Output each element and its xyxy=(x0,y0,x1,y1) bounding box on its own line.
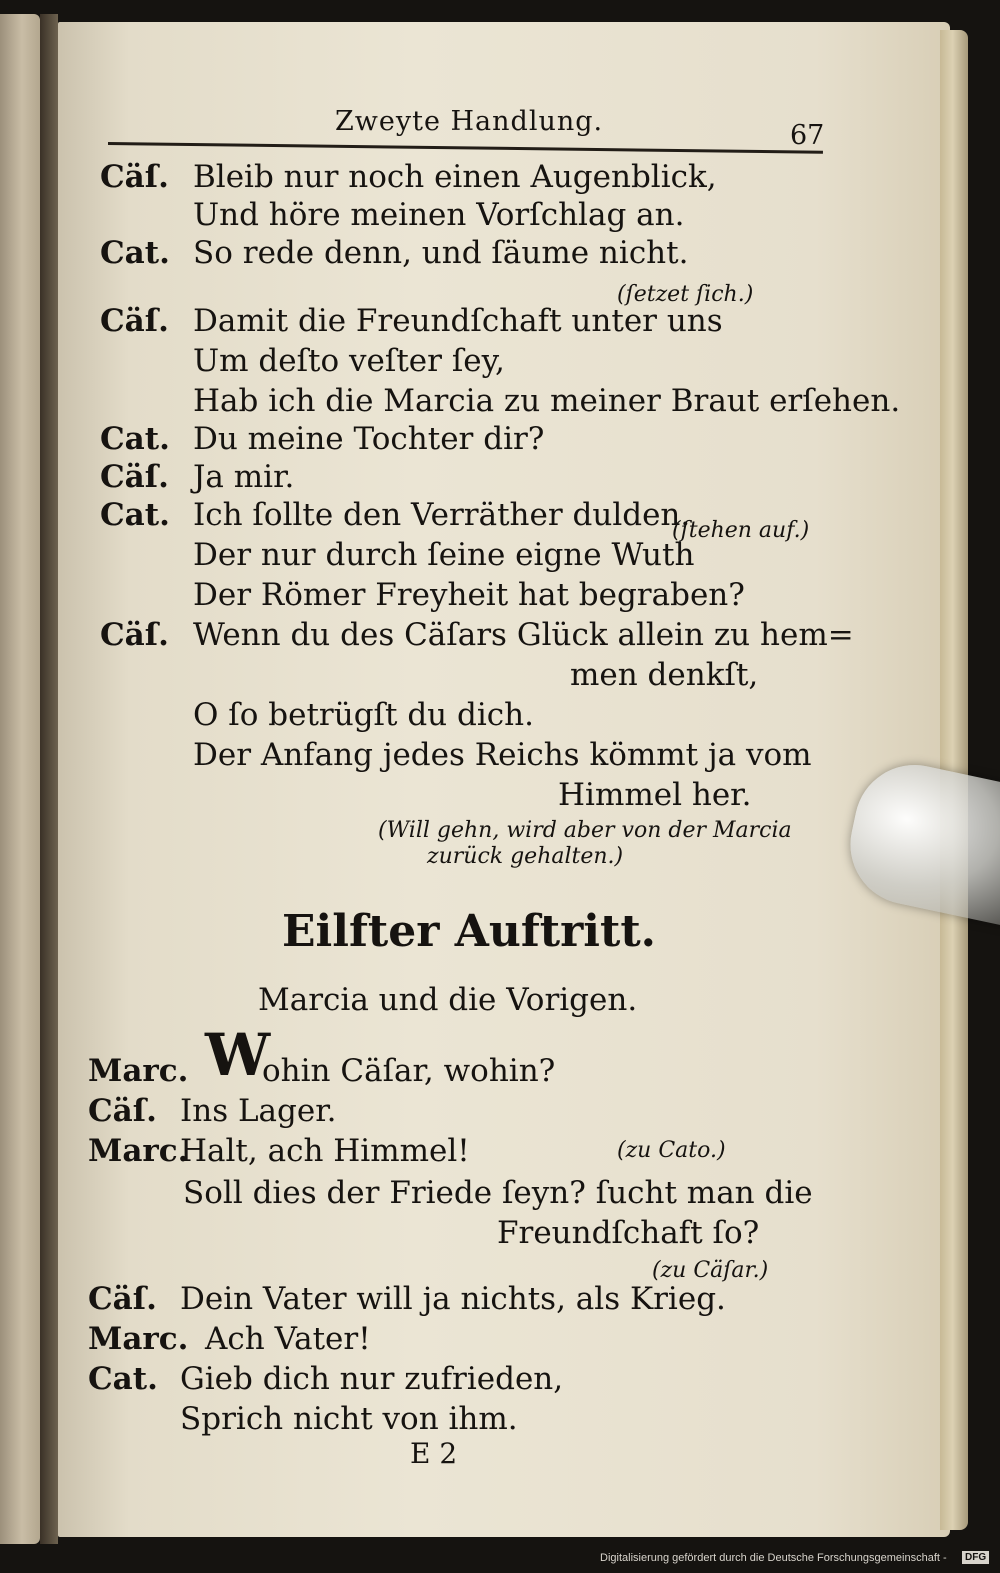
scene-characters: Marcia und die Vorigen. xyxy=(258,982,638,1018)
verse-line: Ja mir. xyxy=(193,459,295,495)
stage-direction: (zu Cäſar.) xyxy=(652,1258,769,1283)
speaker-label: Cat. xyxy=(100,235,170,271)
verse-line: Freundſchaft ſo? xyxy=(497,1215,760,1251)
verse-line: Der Römer Freyheit hat begraben? xyxy=(193,577,745,613)
running-header: Zweyte Handlung. xyxy=(335,106,604,137)
speaker-label: Cäſ. xyxy=(88,1093,157,1129)
verse-line: Bleib nur noch einen Augenblick, xyxy=(193,159,717,195)
speaker-label: Cat. xyxy=(88,1361,158,1397)
speaker-label: Cäſ. xyxy=(100,303,169,339)
page-number: 67 xyxy=(790,120,825,151)
speaker-label: Marc. xyxy=(88,1053,189,1089)
verse-line: Damit die Freundſchaft unter uns xyxy=(193,303,723,339)
verse-line: Und höre meinen Vorſchlag an. xyxy=(193,197,685,233)
verse-line: Dein Vater will ja nichts, als Krieg. xyxy=(180,1281,726,1317)
verse-line: Du meine Tochter dir? xyxy=(193,421,545,457)
speaker-label: Marc. xyxy=(88,1133,189,1169)
verse-line: So rede denn, und ſäume nicht. xyxy=(193,235,689,271)
drop-cap: W xyxy=(205,1021,271,1089)
verse-line: Gieb dich nur zufrieden, xyxy=(180,1361,564,1397)
stage-direction: (zu Cato.) xyxy=(617,1138,726,1163)
speaker-label: Cäſ. xyxy=(100,159,169,195)
speaker-label: Cat. xyxy=(100,497,170,533)
verse-line: Soll dies der Friede ſeyn? ſucht man die xyxy=(183,1175,813,1211)
stage-direction: (Will gehn, wird aber von der Marcia xyxy=(378,818,792,843)
verse-line: ohin Cäſar, wohin? xyxy=(262,1053,556,1089)
verse-line: Der Anfang jedes Reichs kömmt ja vom xyxy=(193,737,812,773)
verse-line: Ach Vater! xyxy=(205,1321,371,1357)
verse-line: Ins Lager. xyxy=(180,1093,337,1129)
previous-page-edge xyxy=(0,14,40,1544)
verse-line: Um deſto veſter ſey, xyxy=(193,343,505,379)
stage-direction: (ſtehen auf.) xyxy=(672,518,810,543)
digitization-credit: Digitalisierung gefördert durch die Deutsche Forschungsgemeinschaft - xyxy=(600,1552,947,1564)
speaker-label: Marc. xyxy=(88,1321,189,1357)
stage-direction: zurück gehalten.) xyxy=(427,844,624,869)
speaker-label: Cäſ. xyxy=(88,1281,157,1317)
verse-line: Halt, ach Himmel! xyxy=(180,1133,470,1169)
stage-direction: (ſetzet ſich.) xyxy=(617,282,754,307)
book-gutter xyxy=(40,14,58,1544)
verse-line: O ſo betrügſt du dich. xyxy=(193,697,534,733)
speaker-label: Cat. xyxy=(100,421,170,457)
verse-line: Sprich nicht von ihm. xyxy=(180,1401,518,1437)
signature-mark: E 2 xyxy=(410,1437,458,1470)
dfg-logo: DFG xyxy=(962,1551,989,1564)
verse-line: Himmel her. xyxy=(558,777,752,813)
verse-line: Hab ich die Marcia zu meiner Braut erſehen. xyxy=(193,383,901,419)
verse-line: Ich ſollte den Verräther dulden. xyxy=(193,497,691,533)
speaker-label: Cäſ. xyxy=(100,617,169,653)
scene-title: Eilfter Auftritt. xyxy=(282,906,656,957)
verse-line: men denkſt, xyxy=(570,657,759,693)
verse-line: Der nur durch ſeine eigne Wuth xyxy=(193,537,695,573)
verse-line: Wenn du des Cäſars Glück allein zu hem= xyxy=(193,617,854,653)
speaker-label: Cäſ. xyxy=(100,459,169,495)
